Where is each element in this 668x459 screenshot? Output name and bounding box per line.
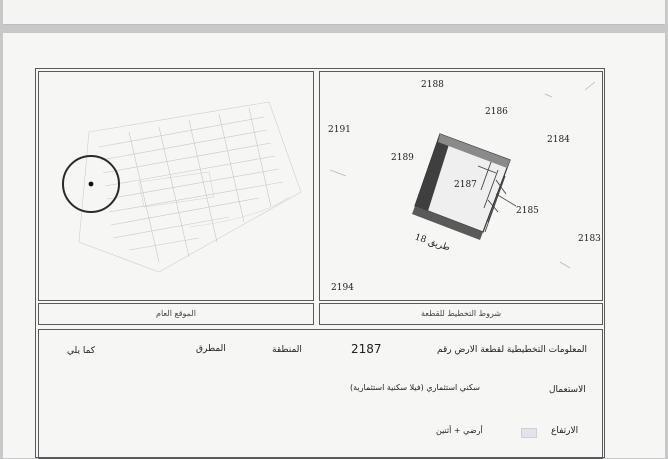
- plot-label-2189: 2189: [391, 153, 414, 163]
- document-page: [3, 33, 665, 458]
- plot-label-2188: 2188: [421, 80, 444, 90]
- height-color-swatch: [521, 428, 537, 438]
- plot-label-2186: 2186: [485, 107, 508, 117]
- plot-label-2184: 2184: [547, 135, 570, 145]
- location-map-panel: [38, 71, 314, 301]
- plot-number-value: 2187: [351, 342, 382, 356]
- plot-label-2187: 2187: [454, 180, 477, 190]
- previous-page-edge: [3, 0, 665, 25]
- planning-conditions-caption: شروط التخطيط للقطعة: [319, 303, 603, 325]
- plot-label-2194: 2194: [331, 283, 354, 293]
- plot-label-2183: 2183: [578, 234, 601, 244]
- location-map-sketch: [39, 72, 313, 300]
- height-value: أرضي + أثنين: [436, 426, 483, 435]
- general-location-caption: الموقع العام: [38, 303, 314, 325]
- road-label: طريق 18: [413, 232, 452, 254]
- usage-value: سكني استثماري (فيلا سكنية استثمارية): [350, 383, 481, 392]
- as-follows-text: كما يلي: [67, 346, 96, 356]
- plot-sketch-panel: [319, 71, 603, 301]
- plot-label-2185: 2185: [516, 206, 539, 216]
- height-label: الارتفاع: [551, 426, 579, 436]
- location-marker-dot: [89, 182, 94, 187]
- region-value: المطرق: [196, 344, 226, 354]
- region-label: المنطقة: [272, 345, 302, 355]
- plot-info-header: المعلومات التخطيطية لقطعة الارض رقم: [437, 345, 588, 355]
- usage-label: الاستعمال: [549, 385, 586, 395]
- plot-label-2191: 2191: [328, 125, 351, 135]
